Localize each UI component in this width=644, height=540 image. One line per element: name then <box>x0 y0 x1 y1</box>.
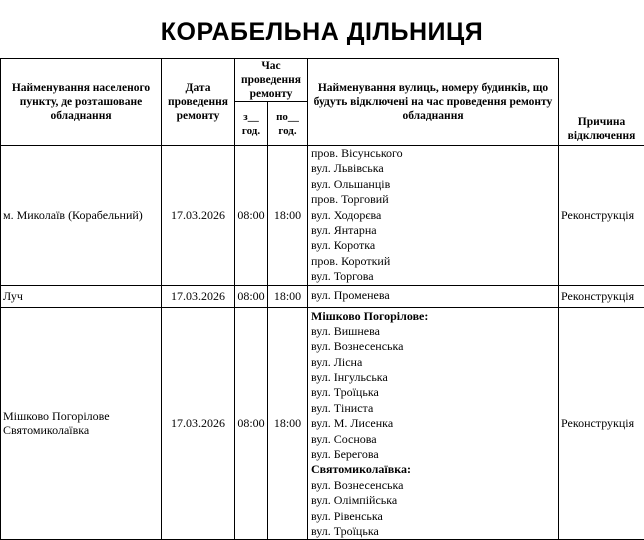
time-to-cell: 18:00 <box>268 285 308 307</box>
streets-cell <box>308 285 559 307</box>
streets-cell <box>308 146 559 286</box>
street-item: вул. Троїцька <box>311 524 558 539</box>
time-from-cell: 08:00 <box>235 146 268 286</box>
header-time: Час проведення ремонту <box>235 59 308 102</box>
date-cell: 17.03.2026 <box>162 307 235 540</box>
street-item: пров. Вісунського <box>311 146 558 161</box>
street-item: пров. Торговий <box>311 192 558 207</box>
table-row <box>1 285 644 307</box>
street-item: вул. Тіниста <box>311 401 558 416</box>
reason-cell: Реконструкція <box>559 285 644 307</box>
outage-table <box>0 58 644 540</box>
street-item: вул. Вознесенська <box>311 478 558 493</box>
street-item: вул. Променева <box>311 288 558 303</box>
street-item: вул. Торгова <box>311 269 558 284</box>
settlement-line: Святомиколаївка <box>3 423 161 437</box>
settlement-cell: Луч <box>1 285 162 307</box>
street-item: вул. Олімпійська <box>311 493 558 508</box>
street-item: вул. Соснова <box>311 432 558 447</box>
streets-cell <box>308 307 559 540</box>
date-cell: 17.03.2026 <box>162 146 235 286</box>
header-settlement: Найменування населеного пункту, де розташоване обладнання <box>1 59 162 146</box>
time-to-cell: 18:00 <box>268 146 308 286</box>
street-item: вул. Вознесенська <box>311 339 558 354</box>
street-item: вул. Коротка <box>311 238 558 253</box>
street-item: вул. Ольшанців <box>311 177 558 192</box>
street-item: пров. Короткий <box>311 254 558 269</box>
header-to: по__ год. <box>268 102 308 146</box>
settlement-line: Мішково Погорілове <box>3 409 161 423</box>
street-group-title: Мішково Погорілове: <box>311 309 558 324</box>
table-row <box>1 307 644 540</box>
settlement-cell <box>1 307 162 540</box>
street-item: вул. Ходорєва <box>311 208 558 223</box>
header-date: Дата проведення ремонту <box>162 59 235 146</box>
date-cell: 17.03.2026 <box>162 285 235 307</box>
reason-cell: Реконструкція <box>559 146 644 286</box>
street-item: вул. Інгульська <box>311 370 558 385</box>
settlement-cell: м. Миколаїв (Корабельний) <box>1 146 162 286</box>
street-group-title: Святомиколаївка: <box>311 462 558 477</box>
street-item: вул. Вишнева <box>311 324 558 339</box>
header-reason: Причина відключення <box>559 59 644 146</box>
street-item: вул. Троїцька <box>311 385 558 400</box>
street-item: вул. Львівська <box>311 161 558 176</box>
street-item: вул. Лісна <box>311 355 558 370</box>
time-to-cell: 18:00 <box>268 307 308 540</box>
table-row <box>1 146 644 286</box>
street-item: вул. Янтарна <box>311 223 558 238</box>
reason-cell: Реконструкція <box>559 307 644 540</box>
time-from-cell: 08:00 <box>235 307 268 540</box>
street-item: вул. М. Лисенка <box>311 416 558 431</box>
time-from-cell: 08:00 <box>235 285 268 307</box>
page-title: КОРАБЕЛЬНА ДІЛЬНИЦЯ <box>0 18 644 47</box>
street-item: вул. Рівенська <box>311 509 558 524</box>
street-item: вул. Берегова <box>311 447 558 462</box>
header-streets: Найменування вулиць, номеру будинків, що будуть відключені на час проведення ремонту обладнання <box>308 59 559 146</box>
header-from: з__ год. <box>235 102 268 146</box>
